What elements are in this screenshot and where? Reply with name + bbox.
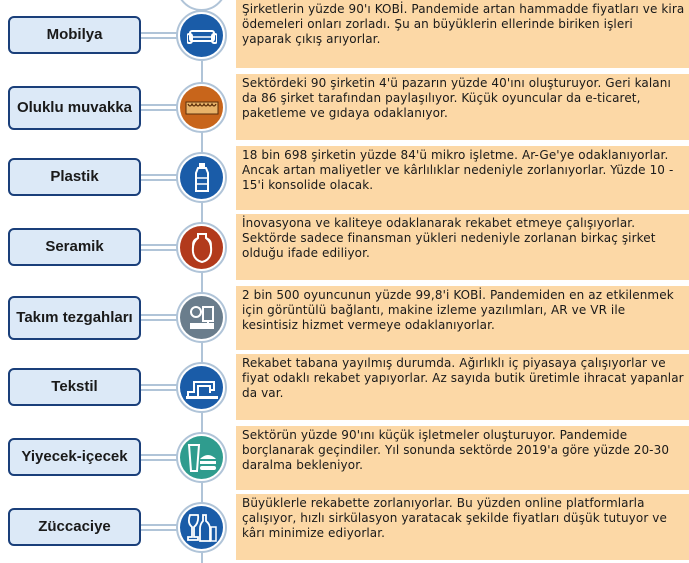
label-text: Yiyecek-içecek [21,448,128,465]
label-text: Seramik [45,238,104,255]
description-zuccaciye: Büyüklerle rekabette zorlanıyorlar. Bu yüzden online platformlarla çalışıyor, hızlı sirkülasyon yaratacak şekilde fiyatları düşük tutuyor ve kârı minimize ediyorlar. [236,494,689,560]
connector [141,454,177,461]
row-zuccaciye [0,492,689,563]
description-yiyecek-icecek: Sektörün yüzde 90'ını küçük işletmeler oluşturuyor. Pandemide borçlanarak geçindiler. Yıl sonunda sektörde 2019'a göre yüzde 20-30 daralma bekleniyor. [236,426,689,490]
label-text: Oluklu muvakka [16,99,133,116]
label-zuccaciye [8,508,141,546]
connector [141,524,177,531]
sewing-machine-icon [176,362,227,413]
label-oluklu-muvakka [8,86,141,130]
connector [141,174,177,181]
row-plastik [0,142,689,212]
label-text: Plastik [50,168,99,185]
machine-tool-icon [176,292,227,343]
row-takim-tezgahlari [0,282,689,352]
row-mobilya [0,0,689,72]
description-oluklu-muvakka: Sektördeki 90 şirketin 4'ü pazarın yüzde 40'ını oluşturuyor. Geri kalanı da 86 şirket tarafından paylaşılıyor. Küçük oyuncular da e-ticaret, paketleme ve gıdaya odaklanıyor. [236,74,689,140]
corrugated-box-icon [176,82,227,133]
label-mobilya [8,16,141,54]
row-seramik [0,212,689,282]
description-seramik: İnovasyona ve kaliteye odaklanarak rekabet etmeye çalışıyorlar. Sektörde sadece finansman yükleri nedeniyle zorlanan birkaç şirket olduğu ifade ediliyor. [236,214,689,280]
label-tekstil [8,368,141,406]
burger-drink-icon [176,432,227,483]
label-text: Mobilya [46,26,103,43]
description-mobilya: Şirketlerin yüzde 90'ı KOBİ. Pandemide artan hammadde fiyatları ve kira ödemeleri onları zorladı. Şu an büyüklerin ellerinde biriken işleri yaparak çıkış arıyorlar. [236,0,689,68]
label-seramik [8,228,141,266]
connector [141,32,177,39]
connector [141,384,177,391]
label-text: Züccaciye [38,518,111,535]
description-tekstil: Rekabet tabana yayılmış durumda. Ağırlıklı iç piyasaya çalışıyorlar ve fiyat odaklı rekabet yapıyorlar. Az sayıda butik üretimle ihracat yapanlar da var. [236,354,689,420]
row-yiyecek-icecek [0,422,689,492]
row-tekstil [0,352,689,422]
connector [141,104,177,111]
label-yiyecek-icecek [8,438,141,476]
glassware-icon [176,502,227,553]
label-text: Takım tezgahları [16,309,133,326]
description-takim-tezgahlari: 2 bin 500 oyuncunun yüzde 99,8'i KOBİ. Pandemiden en az etkilenmek için görüntülü bağlantı, makine izleme yazılımları, AR ve VR ile kesintisiz hizmet vermeye odaklanıyorlar. [236,286,689,350]
row-oluklu-muvakka [0,72,689,142]
vase-icon [176,222,227,273]
connector [141,244,177,251]
sofa-icon [176,10,227,61]
label-text: Tekstil [51,378,98,395]
description-plastik: 18 bin 698 şirketin yüzde 84'ü mikro işletme. Ar-Ge'ye odaklanıyorlar. Ancak artan maliyetler ve kârlılıklar nedeniyle zorlanıyorlar. Yüzde 10 - 15'i konsolide olacak. [236,146,689,210]
connector [141,314,177,321]
label-takim-tezgahlari [8,296,141,340]
plastic-bottle-icon [176,152,227,203]
label-plastik [8,158,141,196]
